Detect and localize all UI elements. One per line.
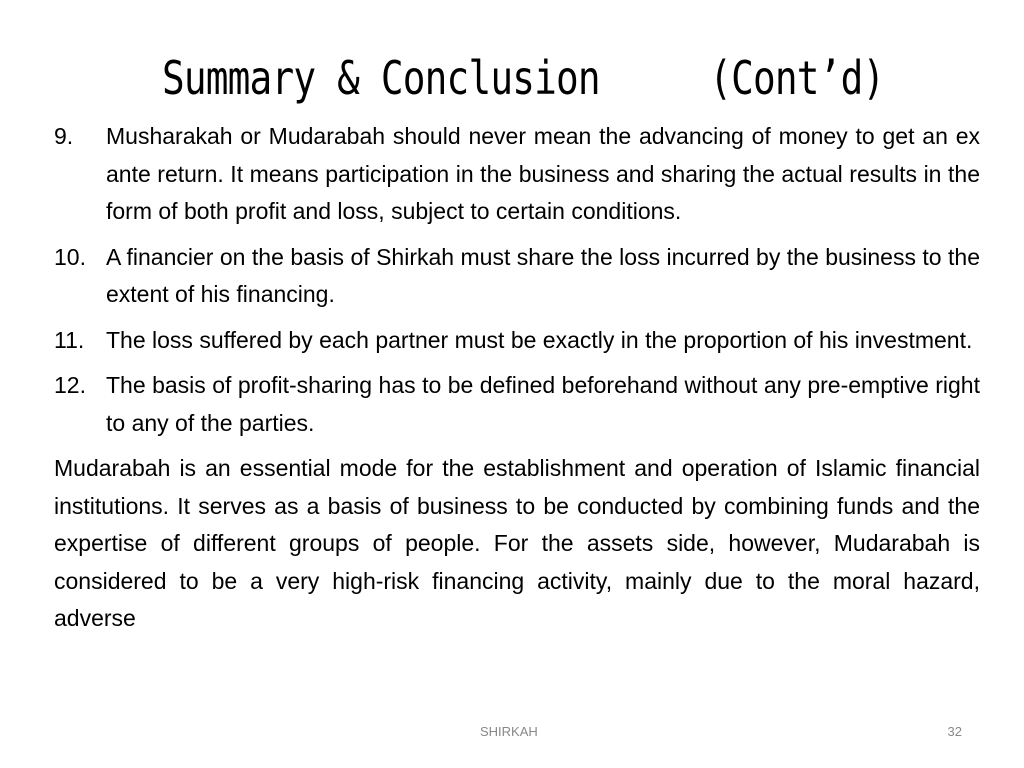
list-item-text: Musharakah or Mudarabah should never mean the advancing of money to get an ex ante return. It means participation in the business and sharing the actual results in the form of both profit and loss, subject to certain conditions. [106, 123, 980, 224]
list-item-text: The basis of profit-sharing has to be defined beforehand without any pre-emptive right to any of the parties. [106, 372, 980, 436]
conclusion-paragraph: Mudarabah is an essential mode for the establishment and operation of Islamic financial institutions. It serves as a basis of business to be conducted by combining funds and the expertise of different groups of people. For the assets side, however, Mudarabah is considered to be a very high-risk financing activity, mainly due to the moral hazard, adverse [54, 455, 980, 631]
list-item-number: 12. [54, 372, 86, 398]
slide-content [54, 118, 980, 661]
list-item [54, 367, 980, 442]
list-item-text: The loss suffered by each partner must be exactly in the proportion of his investment. [106, 326, 973, 353]
footer-label: SHIRKAH [480, 724, 538, 739]
list-item-number: 11. [54, 326, 85, 353]
page-number: 32 [947, 724, 962, 739]
list-item [54, 118, 980, 231]
list-item-text: A financier on the basis of Shirkah must share the loss incurred by the business to the extent of his financing. [106, 243, 980, 307]
slide-title: Summary & Conclusion (Cont’d) [162, 51, 885, 105]
list-item [54, 239, 980, 314]
list-item-number: 9. [54, 123, 74, 149]
list-item [54, 322, 980, 360]
list-item-number: 10. [54, 243, 86, 270]
